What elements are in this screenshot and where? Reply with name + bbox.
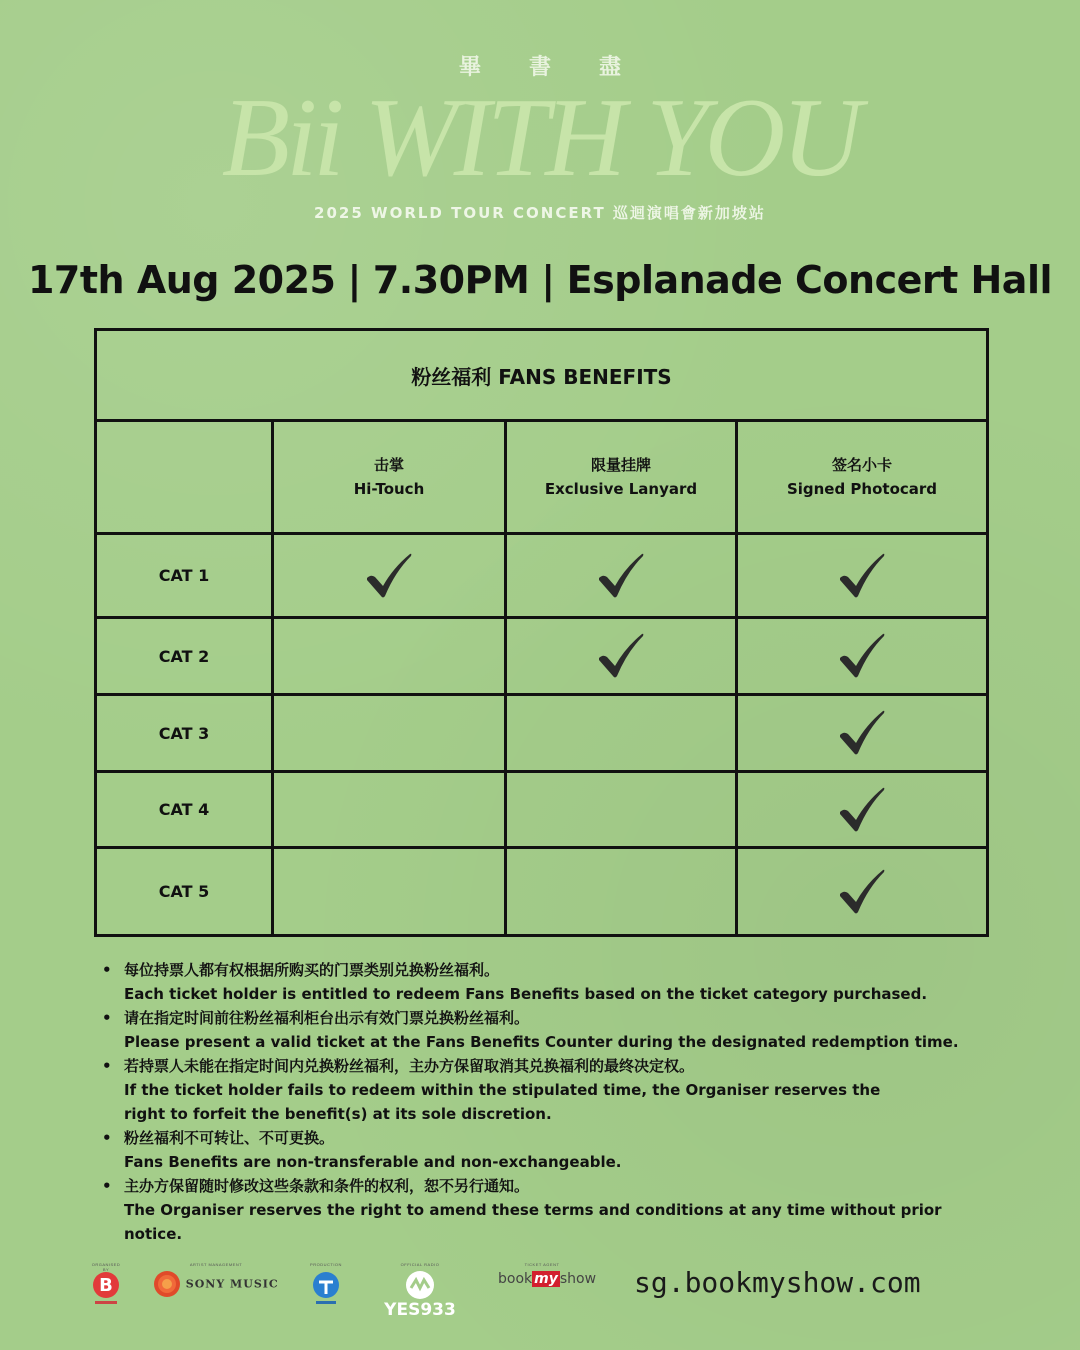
benefit-cell — [737, 534, 988, 618]
ticket-agent-logo — [498, 1262, 597, 1288]
note-cn: • 粉丝福利不可转让、不可更换。 — [124, 1129, 335, 1147]
benefit-cell — [273, 695, 506, 772]
event-separator: | — [347, 258, 361, 302]
note-cn: • 每位持票人都有权根据所购买的门票类别兑换粉丝福利。 — [124, 961, 500, 979]
benefit-cell — [506, 848, 737, 936]
production-caption: PRODUCTION — [310, 1262, 342, 1267]
artist-management-logo — [150, 1262, 282, 1298]
column-header-en: Exclusive Lanyard — [544, 480, 698, 498]
sony-music-text: SONY MUSIC — [185, 1277, 279, 1291]
column-header-photocard — [737, 421, 988, 534]
list-item — [100, 1126, 1000, 1174]
production-company-icon — [310, 1270, 342, 1308]
bms-book-text: book — [498, 1271, 533, 1287]
checkmark-icon — [836, 866, 888, 918]
organised-by-caption: ORGANISED BY — [91, 1262, 121, 1272]
poster-header — [0, 0, 1080, 240]
ticket-agent-caption: TICKET AGENT — [524, 1262, 560, 1267]
column-header-hi-touch — [273, 421, 506, 534]
table-row — [96, 534, 988, 618]
column-header-en: Signed Photocard — [786, 480, 938, 498]
terms-list — [100, 958, 1000, 1246]
benefit-cell — [273, 772, 506, 848]
column-header-en: Hi-Touch — [353, 480, 425, 498]
checkmark-icon — [836, 707, 888, 759]
row-label: CAT 3 — [96, 695, 273, 772]
tour-title-logo: Bii WITH YOU — [221, 76, 859, 200]
bms-my-text: my — [534, 1271, 558, 1287]
benefit-cell — [273, 848, 506, 936]
sony-dots-icon — [153, 1270, 181, 1298]
note-en: The Organiser reserves the right to amend these terms and conditions at any time without prior notice. — [124, 1201, 942, 1243]
event-separator: | — [541, 258, 555, 302]
checkmark-icon — [595, 630, 647, 682]
artist-chinese-name: 畢書盡 — [458, 54, 669, 80]
table-row — [96, 695, 988, 772]
note-cn: • 请在指定时间前往粉丝福利柜台出示有效门票兑换粉丝福利。 — [124, 1009, 530, 1027]
checkmark-icon — [595, 550, 647, 602]
column-header-lanyard — [506, 421, 737, 534]
benefit-cell — [737, 695, 988, 772]
benefit-cell — [737, 772, 988, 848]
official-radio-caption: OFFICIAL RADIO — [400, 1262, 440, 1267]
event-details — [0, 258, 1080, 302]
list-item — [100, 1006, 1000, 1054]
checkmark-icon — [836, 784, 888, 836]
organiser-logo — [88, 1262, 124, 1313]
benefit-cell — [737, 618, 988, 695]
table-title: 粉丝福利 FANS BENEFITS — [96, 330, 988, 421]
artist-management-caption: ARTIST MANAGEMENT — [189, 1262, 243, 1267]
benefit-cell — [506, 534, 737, 618]
svg-text:B: B — [99, 1275, 113, 1296]
table-row — [96, 772, 988, 848]
note-en: Fans Benefits are non-transferable and non-exchangeable. — [124, 1153, 622, 1171]
official-radio-logo — [370, 1262, 470, 1320]
column-header-cn: 击掌 — [373, 456, 404, 474]
note-cn: • 主办方保留随时修改这些条款和条件的权利，恕不另行通知。 — [124, 1177, 530, 1195]
empty-header-cell — [96, 421, 273, 534]
list-item — [100, 1174, 1000, 1246]
benefit-cell — [506, 772, 737, 848]
row-label: CAT 1 — [96, 534, 273, 618]
benefit-cell — [506, 618, 737, 695]
tour-subtitle: 2025 WORLD TOUR CONCERT 巡迴演唱會新加坡站 — [314, 204, 766, 222]
yes933-text: YES933 — [384, 1300, 456, 1320]
note-en: Please present a valid ticket at the Fans Benefits Counter during the designated redemption time. — [124, 1033, 959, 1051]
bms-show-text: show — [559, 1271, 597, 1287]
table-row — [96, 848, 988, 936]
note-en: Each ticket holder is entitled to redeem Fans Benefits based on the ticket category purchased. — [124, 985, 928, 1003]
note-en: If the ticket holder fails to redeem within the stipulated time, the Organiser reserves the right to forfeit the benefit(s) at its sole discretion. — [124, 1081, 881, 1123]
event-time: 7.30PM — [372, 258, 530, 302]
bookmyshow-logo — [498, 1271, 596, 1287]
row-label: CAT 2 — [96, 618, 273, 695]
event-venue: Esplanade Concert Hall — [566, 258, 1052, 302]
event-date: 17th Aug 2025 — [27, 258, 336, 302]
row-label: CAT 5 — [96, 848, 273, 936]
website-link[interactable]: sg.bookmyshow.com — [634, 1266, 921, 1299]
b-logo-icon — [91, 1270, 121, 1308]
list-item — [100, 958, 1000, 1006]
fans-benefits-table — [94, 328, 989, 937]
table-row — [96, 618, 988, 695]
checkmark-icon — [363, 550, 415, 602]
checkmark-icon — [836, 630, 888, 682]
benefit-cell — [737, 848, 988, 936]
list-item — [100, 1054, 1000, 1126]
production-logo — [306, 1262, 346, 1313]
column-header-cn: 限量挂牌 — [590, 456, 651, 474]
column-header-cn: 签名小卡 — [831, 456, 892, 474]
row-label: CAT 4 — [96, 772, 273, 848]
benefit-cell — [273, 534, 506, 618]
benefit-cell — [506, 695, 737, 772]
note-cn: • 若持票人未能在指定时间内兑换粉丝福利，主办方保留取消其兑换福利的最终决定权。 — [124, 1057, 695, 1075]
checkmark-icon — [836, 550, 888, 602]
radio-wave-icon — [405, 1270, 435, 1300]
benefit-cell — [273, 618, 506, 695]
